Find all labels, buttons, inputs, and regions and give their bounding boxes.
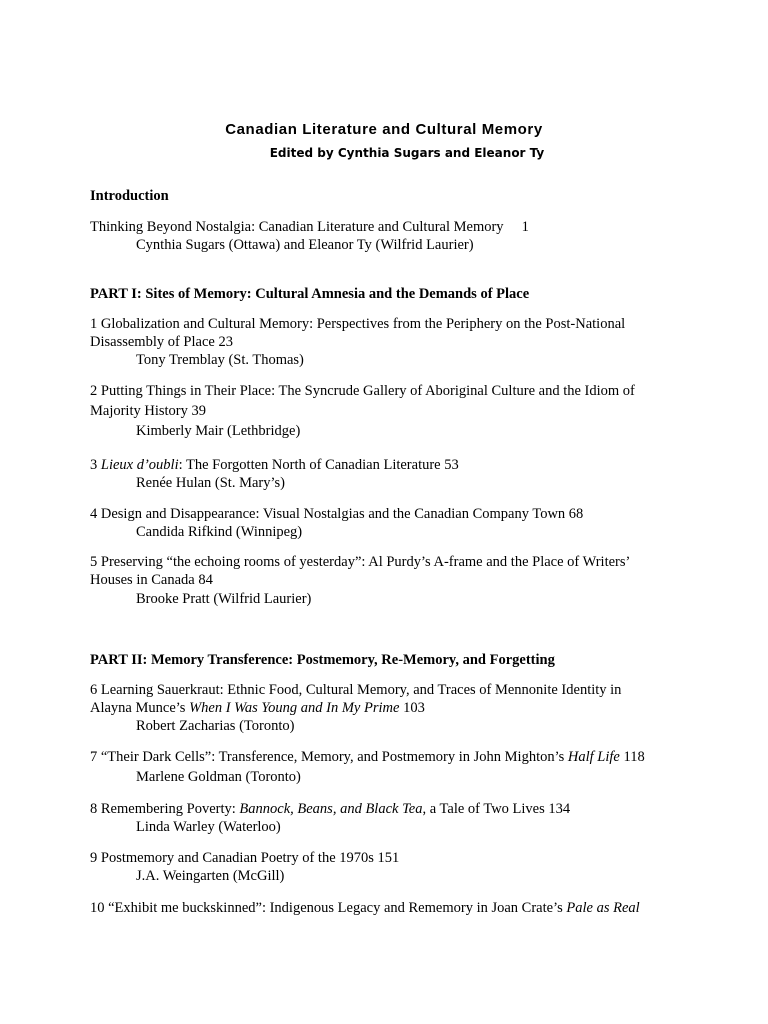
intro-entry-title <box>90 218 529 236</box>
chapter-5-line1: 5 Preserving “the echoing rooms of yesterday”: Al Purdy’s A-frame and the Place of Writers’ <box>90 554 631 570</box>
page-number: 1 <box>521 219 529 235</box>
chapter-italic-title: When I Was Young and In My Prime <box>189 700 400 716</box>
chapter-5-author: Brooke Pratt (Wilfrid Laurier) <box>136 591 312 607</box>
chapter-2-line1: 2 Putting Things in Their Place: The Syncrude Gallery of Aboriginal Culture and the Idiom of <box>90 383 635 399</box>
chapter-7-line1 <box>90 748 645 766</box>
entry-title-text: Thinking Beyond Nostalgia: Canadian Literature and Cultural Memory <box>90 219 504 235</box>
chapter-6-author: Robert Zacharias (Toronto) <box>136 718 295 734</box>
chapter-8-author: Linda Warley (Waterloo) <box>136 819 281 835</box>
chapter-1-line1: 1 Globalization and Cultural Memory: Perspectives from the Periphery on the Post-National <box>90 316 626 332</box>
chapter-title-rest: : The Forgotten North of Canadian Literature 53 <box>178 457 459 473</box>
page-title: Canadian Literature and Cultural Memory <box>225 121 543 138</box>
chapter-2-author: Kimberly Mair (Lethbridge) <box>136 423 301 439</box>
chapter-5-line2: Houses in Canada 84 <box>90 572 213 588</box>
chapter-1-author: Tony Tremblay (St. Thomas) <box>136 352 304 368</box>
chapter-10-line1 <box>90 899 640 917</box>
chapter-italic-title: Bannock, Beans, and Black Tea <box>239 801 423 817</box>
chapter-italic-title: Half Life <box>567 749 620 765</box>
chapter-1-line2: Disassembly of Place 23 <box>90 334 233 350</box>
page-number: 103 <box>399 700 425 716</box>
page-subtitle: Edited by Cynthia Sugars and Eleanor Ty <box>269 146 545 160</box>
chapter-italic-title: Lieux d’oubli <box>100 457 179 473</box>
chapter-3-author: Renée Hulan (St. Mary’s) <box>136 475 285 491</box>
chapter-4-author: Candida Rifkind (Winnipeg) <box>136 524 303 540</box>
chapter-italic-title: Pale as Real <box>566 900 640 916</box>
chapter-8-line1 <box>90 800 570 818</box>
chapter-number: 3 <box>90 457 101 473</box>
introduction-heading: Introduction <box>90 188 169 204</box>
chapter-9-author: J.A. Weingarten (McGill) <box>136 868 285 884</box>
line-text: 10 “Exhibit me buckskinned”: Indigenous Legacy and Rememory in Joan Crate’s <box>90 900 567 916</box>
chapter-4-line1: 4 Design and Disappearance: Visual Nostalgias and the Canadian Company Town 68 <box>90 506 584 522</box>
line-text: Alayna Munce’s <box>90 700 190 716</box>
chapter-2-line2: Majority History 39 <box>90 403 206 419</box>
chapter-9-line1: 9 Postmemory and Canadian Poetry of the 1970s 151 <box>90 850 400 866</box>
chapter-7-author: Marlene Goldman (Toronto) <box>136 769 301 785</box>
page-number: 118 <box>619 749 645 765</box>
line-text: 7 “Their Dark Cells”: Transference, Memory, and Postmemory in John Mighton’s <box>90 749 568 765</box>
chapter-6-line2 <box>90 699 425 717</box>
line-text: 8 Remembering Poverty: <box>90 801 240 817</box>
part2-heading: PART II: Memory Transference: Postmemory, Re-Memory, and Forgetting <box>90 652 555 668</box>
chapter-6-line1: 6 Learning Sauerkraut: Ethnic Food, Cultural Memory, and Traces of Mennonite Identity in <box>90 682 622 698</box>
line-text-rest: , a Tale of Two Lives 134 <box>422 801 571 817</box>
chapter-3-line1 <box>90 456 459 474</box>
intro-entry-authors: Cynthia Sugars (Ottawa) and Eleanor Ty (Wilfrid Laurier) <box>136 237 474 253</box>
part1-heading: PART I: Sites of Memory: Cultural Amnesia and the Demands of Place <box>90 286 530 302</box>
